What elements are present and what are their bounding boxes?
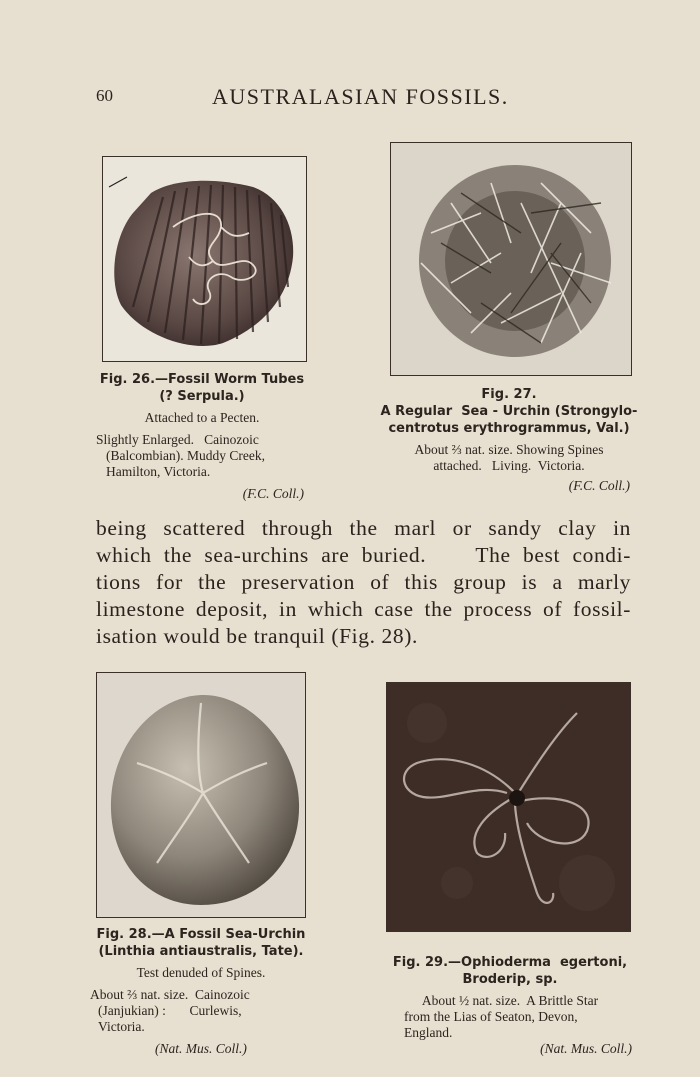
figure-27-credit: (F.C. Coll.) xyxy=(568,478,630,493)
body-line-4: limestone deposit, in which case the process of fossil- xyxy=(96,597,631,621)
figure-28-title: Fig. 28.—A Fossil Sea-Urchin xyxy=(96,927,306,942)
body-line-1: being scattered through the marl or sandy clay in xyxy=(96,516,631,540)
figure-29-desc-3: England. xyxy=(404,1025,453,1040)
figure-28-caption xyxy=(90,926,312,1057)
figure-28-image xyxy=(96,672,306,918)
scallop-shell-illustration xyxy=(103,157,306,361)
figure-28-desc-1: About ⅔ nat. size. Cainozoic xyxy=(90,987,250,1002)
figure-27-image xyxy=(390,142,632,376)
fossil-sea-urchin-illustration xyxy=(97,673,305,917)
figure-29-title: Fig. 29.—Ophioderma egertoni, xyxy=(392,955,628,970)
body-line-2: which the sea-urchins are buried. The best condi- xyxy=(96,543,631,567)
figure-28-desc-3: Victoria. xyxy=(98,1019,145,1034)
brittle-star-illustration xyxy=(387,683,630,931)
figure-27-subtitle-1: A Regular Sea - Urchin (Strongylo- xyxy=(380,404,638,419)
figure-26-image xyxy=(102,156,307,362)
sea-urchin-spines-illustration xyxy=(391,143,631,375)
figure-28-credit: (Nat. Mus. Coll.) xyxy=(155,1041,247,1056)
figure-26-note: Attached to a Pecten. xyxy=(144,410,260,425)
body-line-5: isation would be tranquil (Fig. 28). xyxy=(96,624,418,648)
figure-29-authority: Broderip, sp. xyxy=(462,972,558,987)
figure-29-image xyxy=(386,682,631,932)
figure-26-desc-2: (Balcombian). Muddy Creek, xyxy=(106,448,265,463)
figure-26-desc-3: Hamilton, Victoria. xyxy=(106,464,211,479)
body-paragraph xyxy=(96,515,631,650)
figure-29-desc-1: About ½ nat. size. A Brittle Star xyxy=(421,993,599,1008)
figure-27-desc-1: About ⅔ nat. size. Showing Spines xyxy=(414,442,604,457)
figure-29-caption xyxy=(384,954,636,1057)
figure-26-desc-1: Slightly Enlarged. Cainozoic xyxy=(96,432,259,447)
figure-28-note: Test denuded of Spines. xyxy=(136,965,266,980)
figure-29-desc-2: from the Lias of Seaton, Devon, xyxy=(404,1009,578,1024)
figure-26-title: Fig. 26.—Fossil Worm Tubes xyxy=(99,372,305,387)
figure-27-caption xyxy=(376,386,642,494)
page-number: 60 xyxy=(96,86,113,105)
running-title: AUSTRALASIAN FOSSILS. xyxy=(212,84,509,109)
body-line-3: tions for the preservation of this group is a marly xyxy=(96,570,631,594)
figure-27-subtitle-2: centrotus erythrogrammus, Val.) xyxy=(388,421,630,436)
figure-26-caption xyxy=(96,371,308,502)
figure-26-credit: (F.C. Coll.) xyxy=(242,486,304,501)
figure-29-credit: (Nat. Mus. Coll.) xyxy=(540,1041,632,1056)
figure-28-desc-2: (Janjukian) : Curlewis, xyxy=(98,1003,242,1018)
figure-28-species: (Linthia antiaustralis, Tate). xyxy=(98,944,304,959)
figure-27-title: Fig. 27. xyxy=(481,387,537,402)
figure-27-desc-2: attached. Living. Victoria. xyxy=(433,458,585,473)
figure-26-genus: (? Serpula.) xyxy=(159,389,245,404)
